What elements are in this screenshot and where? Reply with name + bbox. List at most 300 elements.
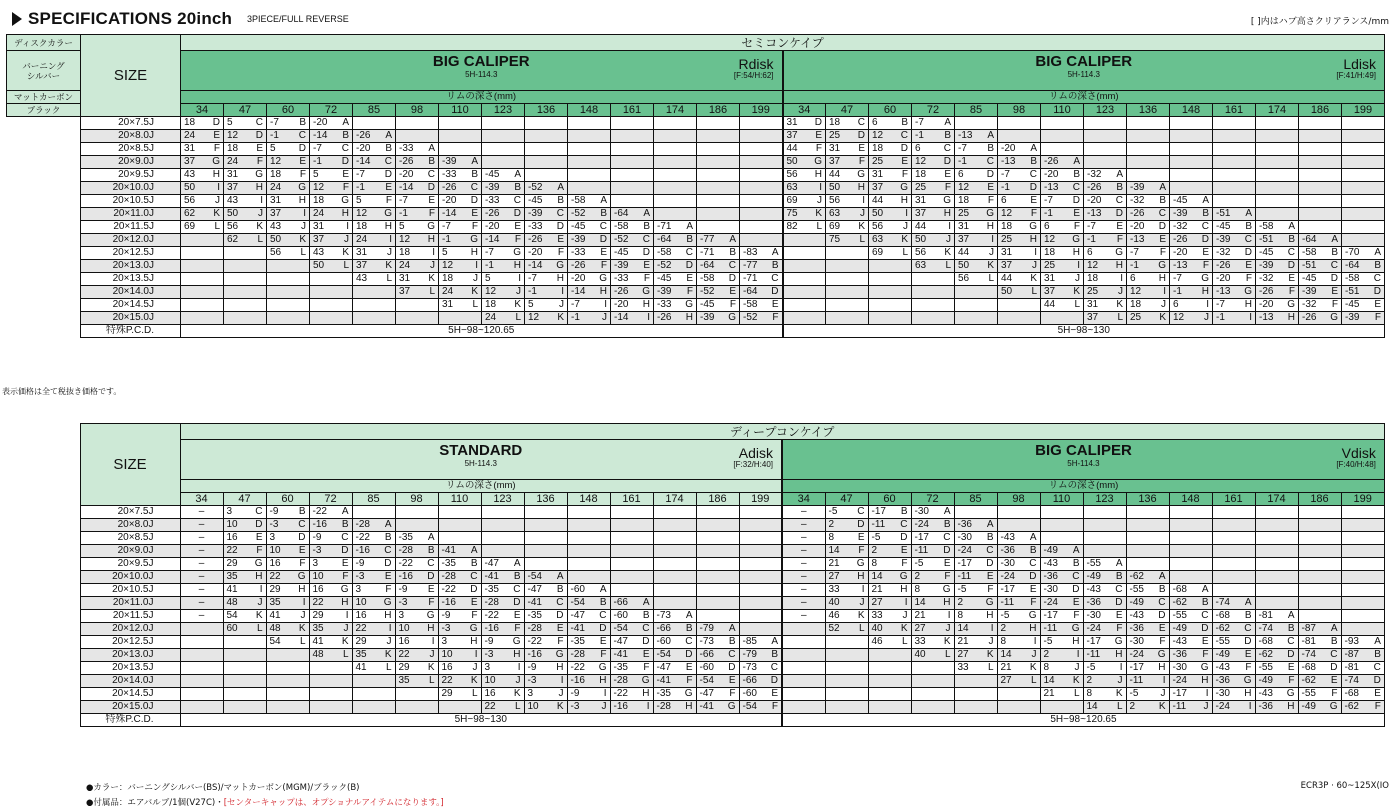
offset-cell — [1170, 117, 1213, 130]
offset-cell — [439, 182, 482, 195]
clearance-grade: F — [428, 597, 435, 608]
offset-cell — [1212, 545, 1255, 558]
offset-cell — [439, 143, 482, 156]
clearance-grade: F — [1073, 221, 1080, 232]
offset-cell — [352, 675, 395, 688]
footer-accessories — [86, 796, 444, 808]
offset-cell — [1341, 597, 1384, 610]
offset-cell — [1169, 701, 1212, 714]
offset-value: 24 — [270, 182, 282, 193]
offset-cell — [1170, 130, 1213, 143]
offset-cell — [1084, 273, 1127, 286]
clearance-grade: B — [599, 597, 607, 608]
clearance-grade: I — [1163, 286, 1166, 297]
clearance-grade: L — [257, 234, 263, 245]
offset-value: -16 — [355, 545, 370, 556]
offset-cell — [697, 221, 740, 234]
depth-161: 161 — [1212, 493, 1255, 506]
offset-value: -20 — [399, 169, 414, 180]
clearance-grade: G — [1201, 273, 1209, 284]
offset-cell — [524, 597, 567, 610]
offset-cell — [1256, 169, 1299, 182]
clearance-grade: E — [1029, 584, 1037, 595]
offset-cell — [825, 675, 868, 688]
offset-cell — [438, 597, 481, 610]
offset-value: 27 — [957, 649, 969, 660]
offset-value: -77 — [700, 234, 715, 245]
clearance-grade: A — [1244, 597, 1252, 608]
clearance-grade: J — [989, 247, 994, 258]
concave-type: セミコンケイプ — [181, 35, 1385, 51]
blank-corner — [6, 519, 80, 532]
clearance-grade: E — [815, 130, 822, 141]
clearance-grade: C — [642, 234, 650, 245]
offset-cell — [955, 234, 998, 247]
offset-cell — [869, 117, 912, 130]
offset-cell — [1084, 247, 1127, 260]
offset-value: 2 — [957, 597, 964, 608]
clearance-grade: I — [259, 584, 263, 595]
offset-cell — [1127, 234, 1170, 247]
offset-cell — [353, 208, 396, 221]
offset-value: 8 — [871, 558, 878, 569]
offset-value: -11 — [1172, 701, 1187, 712]
offset-cell — [180, 675, 223, 688]
offset-value: 37 — [399, 286, 411, 297]
offset-value: -81 — [1301, 636, 1316, 647]
offset-cell — [525, 169, 568, 182]
clearance-grade: K — [556, 701, 564, 712]
clearance-grade: H — [427, 623, 435, 634]
offset-cell — [610, 688, 653, 701]
offset-value: -32 — [1087, 169, 1102, 180]
clearance-grade: I — [431, 636, 435, 647]
offset-cell — [868, 519, 911, 532]
depth-47: 47 — [223, 493, 266, 506]
offset-cell — [181, 234, 224, 247]
offset-value: 37 — [1087, 312, 1099, 323]
offset-value: -20 — [442, 195, 457, 206]
offset-cell — [1041, 208, 1084, 221]
clearance-grade: K — [470, 675, 478, 686]
offset-cell — [181, 286, 224, 299]
offset-cell — [825, 649, 868, 662]
offset-cell — [1256, 117, 1299, 130]
offset-value: -17 — [1043, 610, 1058, 621]
offset-cell — [568, 143, 611, 156]
clearance-grade: B — [1201, 597, 1209, 608]
size-cell: 20×15.0J — [81, 312, 181, 325]
offset-value: 35 — [355, 649, 367, 660]
clearance-grade: C — [1158, 597, 1166, 608]
depth-186: 186 — [1299, 104, 1342, 117]
offset-value: 12 — [442, 260, 454, 271]
offset-value: -36 — [957, 519, 972, 530]
blank-corner — [6, 623, 80, 636]
offset-cell — [740, 247, 783, 260]
offset-value: -24 — [1086, 623, 1101, 634]
offset-value: -14 — [442, 208, 457, 219]
offset-cell — [525, 195, 568, 208]
offset-cell — [1341, 649, 1384, 662]
offset-cell — [1256, 208, 1299, 221]
offset-cell — [1126, 623, 1169, 636]
clearance-grade: K — [384, 649, 392, 660]
offset-cell — [610, 636, 653, 649]
clearance-grade: K — [1029, 662, 1037, 673]
offset-cell — [869, 234, 912, 247]
clearance-grade: G — [1072, 234, 1080, 245]
offset-cell — [697, 182, 740, 195]
offset-cell — [267, 143, 310, 156]
offset-value: 21 — [828, 558, 840, 569]
offset-cell — [396, 234, 439, 247]
offset-cell — [266, 545, 309, 558]
offset-cell — [1341, 675, 1384, 688]
offset-cell — [783, 299, 826, 312]
offset-cell — [739, 558, 782, 571]
offset-value: 69 — [872, 247, 884, 258]
offset-value: -33 — [442, 169, 457, 180]
clearance-grade: K — [1073, 286, 1080, 297]
offset-value: -66 — [742, 675, 757, 686]
offset-cell — [310, 195, 353, 208]
offset-cell — [610, 545, 653, 558]
offset-cell — [696, 571, 739, 584]
blank-corner — [6, 662, 80, 675]
offset-cell — [997, 519, 1040, 532]
offset-value: -22 — [527, 636, 542, 647]
offset-value: -26 — [571, 260, 586, 271]
clearance-grade: K — [815, 208, 822, 219]
offset-cell — [653, 675, 696, 688]
offset-value: -41 — [613, 649, 628, 660]
depth-60: 60 — [868, 493, 911, 506]
offset-cell — [997, 584, 1040, 597]
offset-cell — [611, 143, 654, 156]
offset-cell — [740, 143, 783, 156]
offset-cell — [954, 649, 997, 662]
offset-value: -62 — [1258, 649, 1273, 660]
offset-value: -36 — [1043, 571, 1058, 582]
offset-cell — [998, 169, 1041, 182]
offset-value: 40 — [871, 623, 883, 634]
offset-cell — [1299, 156, 1342, 169]
offset-cell — [998, 156, 1041, 169]
offset-cell — [481, 506, 524, 519]
clearance-grade: E — [427, 584, 435, 595]
offset-value: -16 — [527, 649, 542, 660]
offset-cell — [869, 143, 912, 156]
blank-corner — [6, 675, 80, 688]
offset-cell — [1342, 247, 1385, 260]
offset-value: 62 — [184, 208, 196, 219]
offset-cell — [1256, 299, 1299, 312]
offset-cell — [310, 130, 353, 143]
clearance-grade: H — [298, 584, 306, 595]
offset-value: -73 — [699, 636, 714, 647]
offset-cell — [783, 117, 826, 130]
offset-cell — [911, 532, 954, 545]
clearance-grade: F — [1159, 247, 1166, 258]
offset-value: 2 — [1129, 701, 1136, 712]
offset-cell — [482, 143, 525, 156]
clearance-grade: G — [641, 675, 650, 686]
offset-value: 27 — [914, 623, 926, 634]
offset-value: 22 — [269, 571, 281, 582]
offset-cell — [1170, 169, 1213, 182]
offset-cell — [1084, 117, 1127, 130]
offset-cell — [697, 260, 740, 273]
family-row — [7, 51, 1385, 91]
offset-value: -47 — [613, 636, 628, 647]
clearance-grade: C — [986, 156, 994, 167]
clearance-grade: G — [426, 610, 435, 621]
offset-cell — [1342, 221, 1385, 234]
offset-cell — [696, 623, 739, 636]
offset-value: -30 — [1000, 558, 1015, 569]
offset-cell — [309, 532, 352, 545]
clearance-grade: I — [990, 623, 994, 634]
offset-value: 2 — [1000, 623, 1007, 634]
offset-cell — [1126, 558, 1169, 571]
clearance-grade: K — [471, 286, 478, 297]
offset-value: 12 — [872, 130, 884, 141]
offset-value: 3 — [312, 558, 319, 569]
offset-value: -73 — [656, 610, 671, 621]
clearance-grade: E — [470, 597, 478, 608]
offset-cell — [181, 117, 224, 130]
offset-value: 69 — [829, 221, 841, 232]
offset-cell — [826, 208, 869, 221]
clearance-grade: I — [948, 221, 951, 232]
offset-value: -26 — [1087, 182, 1102, 193]
offset-value: 22 — [312, 597, 324, 608]
offset-cell — [439, 130, 482, 143]
clearance-grade: G — [469, 623, 478, 634]
offset-value: -1 — [1087, 234, 1096, 245]
offset-cell — [1083, 584, 1126, 597]
table-row — [7, 169, 1385, 182]
offset-value: -45 — [1216, 221, 1231, 232]
offset-cell — [1341, 636, 1384, 649]
offset-value: -20 — [485, 221, 500, 232]
offset-cell — [1255, 701, 1298, 714]
clearance-grade: F — [1116, 623, 1123, 634]
offset-cell — [439, 312, 482, 325]
clearance-grade: H — [384, 610, 392, 621]
disk-name: Vdisk — [1341, 445, 1376, 461]
clearance-grade: J — [429, 649, 435, 660]
clearance-grade: F — [299, 558, 306, 569]
offset-value: -35 — [656, 688, 671, 699]
offset-cell — [1213, 312, 1256, 325]
offset-value: -60 — [656, 636, 671, 647]
offset-cell — [954, 545, 997, 558]
offset-cell — [611, 247, 654, 260]
clearance-grade: H — [341, 597, 349, 608]
offset-cell — [1255, 623, 1298, 636]
offset-cell — [696, 519, 739, 532]
clearance-grade: G — [255, 169, 263, 180]
size-cell: 20×7.5J — [80, 506, 180, 519]
offset-cell — [223, 532, 266, 545]
clearance-grade: C — [943, 143, 951, 154]
table-row — [7, 247, 1385, 260]
size-cell: 20×11.0J — [80, 597, 180, 610]
offset-value: -3 — [570, 701, 580, 712]
offset-cell — [1212, 532, 1255, 545]
offset-value: -55 — [1301, 688, 1316, 699]
size-cell: 20×13.0J — [81, 260, 181, 273]
offset-value: -13 — [1216, 286, 1231, 297]
offset-cell — [396, 221, 439, 234]
clearance-grade: C — [470, 182, 478, 193]
offset-cell — [396, 130, 439, 143]
blank-corner — [6, 636, 80, 649]
clearance-grade: D — [728, 273, 736, 284]
offset-value: -16 — [398, 571, 413, 582]
clearance-grade: G — [986, 208, 994, 219]
offset-value: -13 — [1259, 312, 1274, 323]
depth-136: 136 — [524, 493, 567, 506]
offset-cell — [524, 688, 567, 701]
offset-cell — [224, 260, 267, 273]
offset-value: -22 — [441, 584, 456, 595]
offset-value: 35 — [226, 571, 238, 582]
depth-123: 123 — [1083, 493, 1126, 506]
offset-cell — [568, 130, 611, 143]
depth-186: 186 — [697, 104, 740, 117]
offset-cell — [1299, 260, 1342, 273]
offset-cell — [653, 545, 696, 558]
offset-cell — [1298, 597, 1341, 610]
offset-value: 18 — [1044, 247, 1056, 258]
clearance-grade: E — [685, 662, 693, 673]
offset-cell — [1299, 195, 1342, 208]
clearance-grade: F — [557, 247, 564, 258]
offset-value: -22 — [355, 532, 370, 543]
offset-value: -51 — [1216, 208, 1231, 219]
offset-value: -1 — [356, 182, 365, 193]
offset-cell — [869, 156, 912, 169]
offset-cell — [482, 260, 525, 273]
offset-cell — [439, 234, 482, 247]
clearance-grade: L — [1117, 312, 1123, 323]
offset-cell — [1169, 519, 1212, 532]
offset-cell — [654, 286, 697, 299]
offset-cell — [697, 299, 740, 312]
clearance-grade: E — [213, 130, 220, 141]
clearance-grade: L — [945, 260, 951, 271]
offset-cell — [481, 571, 524, 584]
offset-value: 18 — [227, 143, 239, 154]
blank-corner — [7, 286, 81, 299]
clearance-grade: E — [428, 195, 435, 206]
offset-cell — [525, 286, 568, 299]
clearance-grade: K — [858, 221, 865, 232]
offset-cell — [954, 571, 997, 584]
clearance-grade: H — [427, 234, 435, 245]
offset-value: 31 — [872, 169, 884, 180]
offset-cell — [653, 662, 696, 675]
clearance-grade: B — [470, 558, 478, 569]
offset-cell — [998, 195, 1041, 208]
clearance-grade: B — [943, 519, 951, 530]
offset-value: 50 — [270, 234, 282, 245]
depth-34: 34 — [180, 493, 223, 506]
clearance-grade: J — [903, 221, 908, 232]
offset-value: -13 — [1044, 182, 1059, 193]
offset-value: -43 — [1258, 688, 1273, 699]
clearance-grade: D — [1158, 610, 1166, 621]
size-cell: 20×12.0J — [80, 623, 180, 636]
clearance-grade: E — [514, 221, 521, 232]
offset-cell — [438, 610, 481, 623]
offset-cell — [309, 649, 352, 662]
offset-cell — [439, 156, 482, 169]
offset-value: -58 — [657, 247, 672, 258]
offset-cell — [1170, 208, 1213, 221]
offset-value: -49 — [1172, 623, 1187, 634]
offset-value: 24 — [356, 234, 368, 245]
offset-cell — [524, 649, 567, 662]
offset-cell — [654, 143, 697, 156]
blank-corner — [6, 701, 80, 714]
offset-cell — [1341, 558, 1384, 571]
clearance-grade: B — [556, 584, 564, 595]
offset-cell — [1342, 182, 1385, 195]
clearance-grade: F — [471, 610, 478, 621]
offset-cell — [439, 247, 482, 260]
offset-cell — [868, 675, 911, 688]
clearance-grade: F — [1288, 286, 1295, 297]
clearance-grade: B — [1288, 234, 1295, 245]
offset-value: 48 — [269, 623, 281, 634]
offset-cell — [869, 182, 912, 195]
offset-cell — [353, 234, 396, 247]
offset-cell — [438, 688, 481, 701]
blank-corner — [6, 571, 80, 584]
clearance-grade: J — [1160, 688, 1166, 699]
offset-cell — [782, 701, 825, 714]
offset-cell — [223, 545, 266, 558]
offset-value: -30 — [1215, 688, 1230, 699]
offset-cell — [654, 221, 697, 234]
offset-value: -14 — [399, 182, 414, 193]
offset-cell — [267, 182, 310, 195]
offset-cell — [309, 545, 352, 558]
size-cell: 20×13.5J — [80, 662, 180, 675]
offset-value: -1 — [571, 312, 580, 323]
clearance-grade: C — [427, 169, 435, 180]
offset-value: 16 — [398, 636, 410, 647]
offset-value: -7 — [485, 247, 494, 258]
offset-value: -35 — [484, 584, 499, 595]
offset-cell — [267, 299, 310, 312]
offset-value: -11 — [957, 571, 972, 582]
offset-cell — [1040, 623, 1083, 636]
offset-value: 24 — [399, 260, 411, 271]
clearance-grade: E — [1073, 208, 1080, 219]
offset-cell — [224, 299, 267, 312]
table-row — [7, 260, 1385, 273]
clearance-grade: K — [428, 273, 435, 284]
semi-concave-spec-table — [6, 34, 1385, 338]
offset-cell — [1212, 688, 1255, 701]
offset-value: 6 — [1087, 247, 1093, 258]
offset-cell — [223, 610, 266, 623]
